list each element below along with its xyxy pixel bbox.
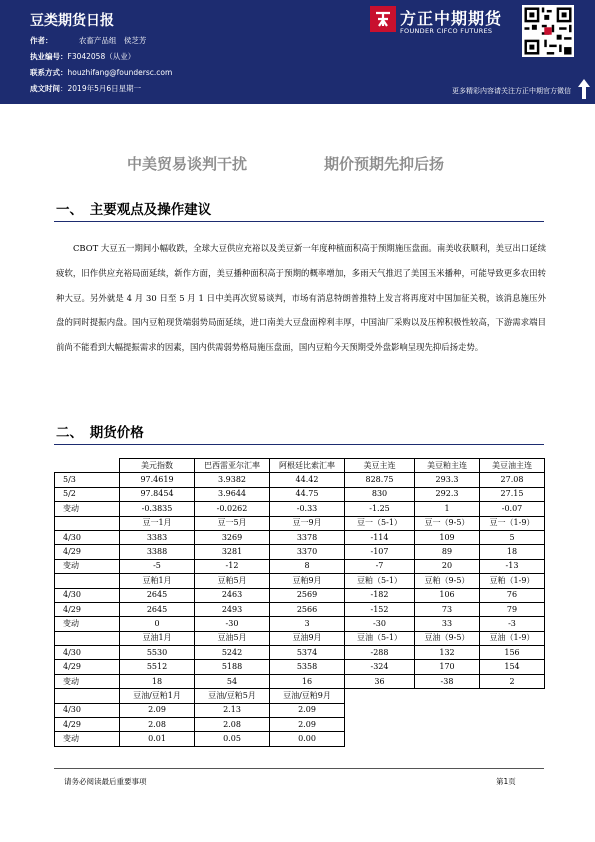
table-cell: 2645 [120,602,195,616]
table-cell: 33 [415,617,480,631]
table-row [55,588,545,602]
table-cell: 5242 [195,646,270,660]
table-empty-cell [345,689,415,703]
table-cell: -114 [345,530,415,544]
license-value: F3042058（从业） [67,52,136,61]
table-header-cell: 豆粕（1-9） [480,574,545,588]
table-header-cell: 豆粕9月 [270,574,345,588]
table-header-row [55,516,545,530]
table-cell: 3.9382 [195,473,270,487]
table-cell: 3383 [120,530,195,544]
table-empty-cell [415,718,480,732]
table-row [55,674,545,688]
table-row-label: 4/30 [55,703,120,717]
table-cell: 1 [415,502,480,516]
table-cell: 156 [480,646,545,660]
table-cell: 89 [415,545,480,559]
table-header-cell: 豆粕（5-1） [345,574,415,588]
date-label: 成文时间 [30,84,60,93]
table-cell: 2493 [195,602,270,616]
table-header-cell: 豆油（5-1） [345,631,415,645]
date-value: ：2019年5月6日星期一 [60,84,142,93]
company-logo [370,6,520,38]
table-cell: -1.25 [345,502,415,516]
table-header-cell: 豆粕1月 [120,574,195,588]
table-header-row [55,459,545,473]
table-cell: 8 [270,559,345,573]
contact-value[interactable]: houzhifang@foundersc.com [67,68,173,77]
table-header-cell: 豆一（5-1） [345,516,415,530]
section1-divider [54,221,544,222]
footer-disclaimer: 请务必阅读最后重要事项 [64,777,147,786]
report-header [0,0,595,104]
table-row-label: 变动 [55,674,120,688]
table-cell: 2.09 [270,718,345,732]
table-cell: 16 [270,674,345,688]
table-cell: 97.8454 [120,487,195,501]
table-empty-cell [345,703,415,717]
section2-divider [54,444,544,445]
table-header-cell: 豆油9月 [270,631,345,645]
license-label: 执业编号： [30,52,68,61]
table-empty-cell [415,732,480,746]
table-header-cell: 豆油1月 [120,631,195,645]
author-value: 农畜产品组 侯芝芳 [78,36,147,45]
contact-label: 联系方式： [30,68,68,77]
table-cell: 20 [415,559,480,573]
table-cell: 54 [195,674,270,688]
table-empty-cell [345,718,415,732]
table-cell: 3.9644 [195,487,270,501]
table-row-label: 4/29 [55,545,120,559]
table-header-cell: 美元指数 [120,459,195,473]
table-cell: 5374 [270,646,345,660]
table-cell: -30 [195,617,270,631]
table-cell: 5530 [120,646,195,660]
table-cell: 2569 [270,588,345,602]
table-row [55,559,545,573]
founder-logo-icon [370,6,396,32]
table-cell: -0.0262 [195,502,270,516]
table-header-row [55,574,545,588]
table-cell: 2 [480,674,545,688]
table-header-row [55,631,545,645]
table-cell: 76 [480,588,545,602]
report-title: 豆类期货日报 [30,13,114,29]
table-header-cell: 巴西雷亚尔汇率 [195,459,270,473]
table-header-cell: 豆油/豆粕1月 [120,689,195,703]
table-header-cell: 豆油/豆粕5月 [195,689,270,703]
table-cell: 3 [270,617,345,631]
table-row-label: 4/30 [55,646,120,660]
table-cell: 36 [345,674,415,688]
table-row [55,646,545,660]
table-cell: 3281 [195,545,270,559]
table-row [55,703,545,717]
table-cell: 2.08 [195,718,270,732]
table-empty-cell [480,732,545,746]
table-row [55,718,545,732]
table-row-label: 5/3 [55,473,120,487]
table-header-cell: 美豆主连 [345,459,415,473]
table-row-label: 4/29 [55,718,120,732]
table-cell: 154 [480,660,545,674]
table-cell: -7 [345,559,415,573]
table-cell: 2463 [195,588,270,602]
table-row-label: 变动 [55,559,120,573]
table-cell: 44.75 [270,487,345,501]
table-row-label: 4/30 [55,530,120,544]
headline-left: 中美贸易谈判干扰 [127,155,248,173]
table-cell: -12 [195,559,270,573]
table-cell: 79 [480,602,545,616]
table-cell: -0.07 [480,502,545,516]
table-cell: 18 [480,545,545,559]
table-cell: 0 [120,617,195,631]
table-cell: 5358 [270,660,345,674]
table-header-cell: 美豆油主连 [480,459,545,473]
license-line [30,51,135,62]
table-cell: -38 [415,674,480,688]
table-cell: -324 [345,660,415,674]
table-cell: 109 [415,530,480,544]
author-label: 作者： [30,36,53,45]
table-cell: 0.01 [120,732,195,746]
table-cell: 292.3 [415,487,480,501]
body-paragraph: CBOT 大豆五一期间小幅收跌，全球大豆供应充裕以及美豆新一年度种植面积高于预期施压盘面。南美收获顺利，美豆出口延续疲软，旧作供应充裕局面延续，新作方面，美豆播种面积高于预期的概率增加，多雨天气推迟了美国玉米播种，可能导致更多农田转种大豆。另外就是 4 月 30 日至 5 月 1 日中美再次贸易谈判，市场有消息特朗普推特上发言将再度对中国加征关税，该消息施压外盘的同时提振内盘。国内豆粕现货端弱势局面延续，进口南美大豆盘面榨利丰厚，中国油厂采购以及压榨积极性较高，下游需求端目前尚不能看到大幅提振需求的因素，国内供需弱势格局施压盘面，国内豆粕今天预期受外盘影响呈现先抑后扬走势。 [56,243,546,353]
table-row [55,617,545,631]
table-cell: -5 [120,559,195,573]
table-cell: 2.09 [120,703,195,717]
table-row [55,473,545,487]
table-cell: 293.3 [415,473,480,487]
table-cell: -3 [480,617,545,631]
table-cell: 3388 [120,545,195,559]
table-cell: 2566 [270,602,345,616]
table-cell: 97.4619 [120,473,195,487]
table-corner-cell [55,689,120,703]
table-cell: 828.75 [345,473,415,487]
author-line [30,35,146,46]
table-cell: -107 [345,545,415,559]
table-cell: 5188 [195,660,270,674]
table-cell: 170 [415,660,480,674]
table-cell: 2.08 [120,718,195,732]
table-cell: 3370 [270,545,345,559]
contact-line [30,67,172,78]
table-header-cell: 豆一9月 [270,516,345,530]
table-cell: 3378 [270,530,345,544]
table-cell: 2645 [120,588,195,602]
table-header-cell: 美豆粕主连 [415,459,480,473]
table-empty-cell [480,689,545,703]
table-header-cell: 豆一1月 [120,516,195,530]
table-corner-cell [55,574,120,588]
table-header-cell: 豆一5月 [195,516,270,530]
table-header-cell: 豆油/豆粕9月 [270,689,345,703]
table-cell: 44.42 [270,473,345,487]
table-row-label: 5/2 [55,487,120,501]
table-row [55,545,545,559]
follow-wechat-note: 更多精彩内容请关注方正中期官方微信 [452,87,571,95]
table-cell: 2.09 [270,703,345,717]
table-cell: 73 [415,602,480,616]
table-cell: 830 [345,487,415,501]
table-cell: -152 [345,602,415,616]
table-cell: -182 [345,588,415,602]
table-row [55,530,545,544]
table-cell: 5512 [120,660,195,674]
table-header-cell: 豆粕（9-5） [415,574,480,588]
page-number: 第1页 [496,777,516,786]
table-cell: 27.15 [480,487,545,501]
table-corner-cell [55,459,120,473]
table-empty-cell [415,703,480,717]
section1-title: 一、 主要观点及操作建议 [56,202,212,218]
table-corner-cell [55,631,120,645]
table-row-label: 4/29 [55,660,120,674]
table-header-row [55,689,545,703]
table-cell: 27.08 [480,473,545,487]
headline-right: 期价预期先抑后扬 [324,155,445,173]
table-cell: 3269 [195,530,270,544]
logo-en-text: FOUNDER CIFCO FUTURES [400,27,493,35]
table-cell: -0.3835 [120,502,195,516]
table-row-label: 变动 [55,617,120,631]
table-cell: -30 [345,617,415,631]
table-row [55,502,545,516]
table-cell: 132 [415,646,480,660]
table-cell: 0.05 [195,732,270,746]
date-line [30,83,141,94]
table-row-label: 4/30 [55,588,120,602]
table-cell: -13 [480,559,545,573]
table-cell: -0.33 [270,502,345,516]
table-row-label: 变动 [55,502,120,516]
futures-price-table [54,458,545,747]
table-cell: 18 [120,674,195,688]
table-empty-cell [480,703,545,717]
table-row [55,602,545,616]
table-cell: 5 [480,530,545,544]
table-empty-cell [345,732,415,746]
table-row-label: 变动 [55,732,120,746]
table-header-cell: 豆一（1-9） [480,516,545,530]
table-cell: 2.13 [195,703,270,717]
table-cell: -288 [345,646,415,660]
table-row [55,487,545,501]
table-row [55,732,545,746]
table-header-cell: 豆油（9-5） [415,631,480,645]
table-corner-cell [55,516,120,530]
table-row [55,660,545,674]
section2-title: 二、 期货价格 [56,425,144,441]
table-header-cell: 豆一（9-5） [415,516,480,530]
table-cell: 0.00 [270,732,345,746]
footer-divider [54,768,544,769]
table-header-cell: 豆粕5月 [195,574,270,588]
qr-code-icon[interactable] [522,5,574,57]
table-header-cell: 豆油（1-9） [480,631,545,645]
table-empty-cell [480,718,545,732]
table-header-cell: 阿根廷比索汇率 [270,459,345,473]
logo-cn-text: 方正中期期货 [400,9,503,28]
section1-body [56,236,546,360]
table-empty-cell [415,689,480,703]
up-arrow-icon [577,78,591,100]
table-header-cell: 豆油5月 [195,631,270,645]
table-row-label: 4/29 [55,602,120,616]
table-cell: 106 [415,588,480,602]
